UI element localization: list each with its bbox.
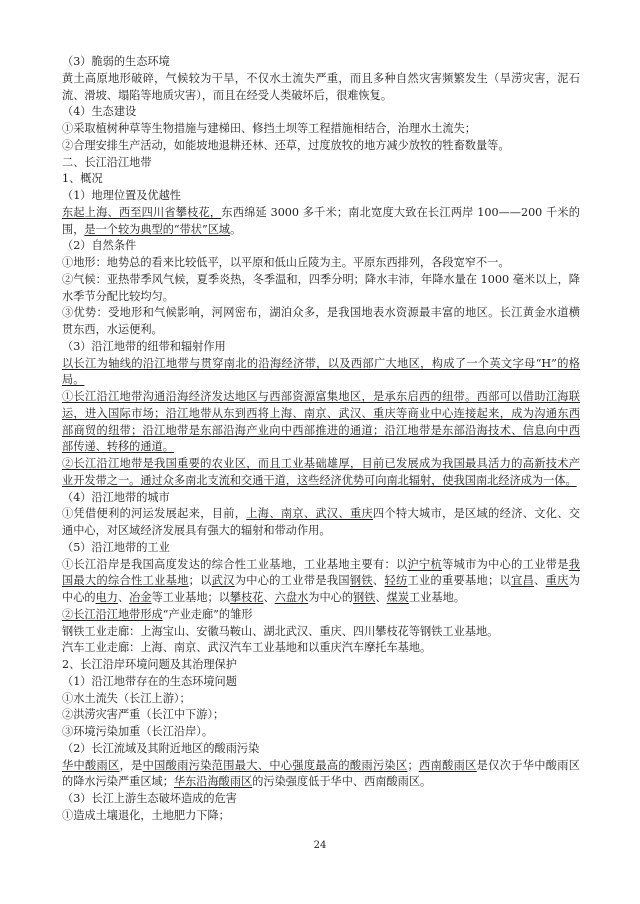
paragraph	[62, 624, 580, 641]
paragraph	[62, 456, 580, 490]
text-segment: （4）沿江地带的城市	[62, 490, 170, 504]
text-segment: 中心的	[62, 591, 96, 604]
text-segment: 贯东西，水运便利。	[62, 323, 163, 336]
text-segment: “产业走廊”的雏形	[162, 607, 253, 621]
text-line	[62, 389, 580, 406]
paragraph	[62, 657, 580, 674]
text-line	[62, 456, 580, 473]
text-segment: ①造成土壤退化，土地肥力下降；	[62, 808, 230, 822]
paragraph	[62, 356, 580, 390]
text-segment: （1）地理位置及优越性	[62, 189, 181, 202]
paragraph	[62, 188, 580, 205]
text-line	[62, 289, 580, 306]
text-segment: （2）长江流域及其附近地区的酸雨污染	[62, 741, 260, 755]
text-segment: ②气候：亚热带季风气候，夏季炎热，冬季温和，四季分明；降水丰沛，年降水量在 1000 毫米以上，降	[62, 272, 580, 286]
text-line	[62, 138, 580, 155]
text-line	[62, 121, 580, 138]
text-segment: 钢铁工业走廊：上海宝山、安徽马鞍山、湖北武汉、重庆、四川攀枝花等钢铁工业基地。	[62, 624, 499, 638]
text-segment: 的降水污染严重区域；	[62, 775, 174, 789]
text-line	[62, 155, 580, 172]
text-line	[62, 88, 580, 105]
underlined-text: 六盘水	[274, 591, 309, 604]
text-segment: 四个特大城市，是区域的经济、文化、交	[372, 507, 580, 521]
text-line	[62, 188, 580, 205]
paragraph	[62, 305, 580, 339]
text-line	[62, 640, 580, 657]
underlined-text: 部传递、转移的通道。	[62, 440, 174, 454]
paragraph	[62, 138, 580, 155]
paragraph	[62, 71, 580, 105]
text-segment: ①采取植树种草等生物措施与建梯田、修挡土坝等工程措施相结合，治理水土流失；	[62, 122, 476, 135]
paragraph	[62, 791, 580, 808]
underlined-text: 攀枝花	[229, 591, 264, 604]
paragraph	[62, 640, 580, 657]
text-segment: 东西绵延 3000 多千米；南北宽度大致在长江两岸 100——200 千米的	[221, 205, 580, 219]
text-line	[62, 322, 580, 339]
text-line	[62, 372, 580, 389]
text-line	[62, 104, 580, 121]
text-segment: ①水土流失（长江上游）；	[62, 691, 191, 705]
text-segment: 水季节分配比较均匀。	[62, 289, 174, 303]
underlined-text: 东起上海、西至四川省攀枝花，	[62, 205, 222, 219]
text-line	[62, 272, 580, 289]
underlined-text: 国最大的综合性工业基地	[62, 574, 189, 588]
text-line	[62, 473, 580, 490]
text-segment: 、	[534, 574, 546, 588]
text-segment: ③优势：受地形和气候影响，河网密布，湖泊众多，是我国地表水资源最丰富的地区。长江黄金水道横	[62, 306, 580, 320]
paragraph	[62, 557, 580, 607]
text-line	[62, 506, 580, 523]
text-segment: 、	[372, 574, 385, 588]
paragraph	[62, 155, 580, 172]
underlined-text: 部商贸的纽带；沿江地带是东部沿海产业向中西部推进的通道；沿江地带是东部沿海技术、信息向中西	[62, 423, 580, 437]
page-number: 24	[313, 840, 327, 851]
paragraph	[62, 490, 580, 507]
text-line	[62, 557, 580, 574]
text-segment: 等工业基地；以	[151, 591, 230, 604]
text-segment: 工业的重要基地；以	[407, 574, 512, 588]
paragraph	[62, 506, 580, 540]
text-line	[62, 356, 580, 373]
text-line	[62, 205, 580, 222]
text-line	[62, 222, 580, 239]
paragraph	[62, 758, 580, 792]
text-segment: 为	[568, 574, 580, 588]
paragraph	[62, 339, 580, 356]
text-line	[62, 255, 580, 272]
underlined-text: ②长江沿江地带是我国重要的农业区，而且工业基础雄厚，目前已发展成为我国最具活力的高新技术产	[62, 457, 580, 470]
text-line	[62, 523, 580, 540]
text-segment: （5）沿江地带的工业	[62, 540, 170, 554]
underlined-text: 是一个较为典型的“带状”区域	[84, 222, 231, 236]
text-line	[62, 305, 580, 322]
paragraph	[62, 205, 580, 239]
text-line	[62, 406, 580, 423]
underlined-text: 钢铁	[353, 591, 376, 604]
text-line	[62, 490, 580, 507]
underlined-text: 宜昌	[511, 574, 535, 588]
underlined-text: 上海、南京、武汉、重庆	[246, 507, 373, 521]
text-segment: 是仅次于华中酸雨区	[476, 758, 580, 772]
text-segment: ；以	[188, 574, 212, 588]
text-segment: 、	[117, 591, 130, 604]
text-line	[62, 607, 580, 624]
text-line	[62, 540, 580, 557]
text-segment: ①地形：地势总的看来比较低平，以平原和低山丘陵为主。平原东西排列，各段宽窄不一。	[62, 256, 510, 269]
underlined-text: 以长江为轴线的沿江地带与贯穿南北的沿海经济带，以及西部广大地区，构成了一个英文字母“H”的格	[62, 356, 580, 370]
paragraph	[62, 808, 580, 825]
paragraph	[62, 238, 580, 255]
text-line	[62, 423, 580, 440]
underlined-text: 武汉	[211, 574, 235, 588]
underlined-text: 西南酸雨区	[418, 758, 477, 772]
text-segment: 的污染强度低于华中、西南酸雨区。	[252, 775, 432, 789]
paragraph	[62, 674, 580, 691]
paragraph	[62, 691, 580, 708]
text-line	[62, 54, 580, 71]
text-line	[62, 573, 580, 590]
text-segment: ；	[407, 758, 419, 772]
text-segment: （3）脆弱的生态环境	[62, 55, 170, 68]
text-segment: 二、长江沿江地带	[62, 155, 152, 169]
text-segment: 黄土高原地形破碎，气候较为干旱，不仅水土流失严重，而且多种自然灾害频繁发生（旱涝灾害，泥石	[62, 71, 580, 85]
underlined-text: 运，进入国际市场；沿江地带从东到西将上海、南京、武汉、重庆等商业中心连接起来，成为沟通东西	[62, 406, 580, 420]
text-segment: （1）沿江地带存在的生态环境问题	[62, 674, 237, 688]
text-line	[62, 707, 580, 724]
text-segment: 工业基地。	[409, 591, 465, 604]
text-line	[62, 741, 580, 758]
text-segment: （3）沿江地带的纽带和辐射作用	[62, 339, 226, 353]
paragraph	[62, 607, 580, 624]
underlined-text: 重庆	[545, 574, 569, 588]
text-segment: 为中心的	[308, 591, 354, 604]
paragraph	[62, 54, 580, 71]
underlined-text: 华中酸雨区	[62, 758, 120, 772]
text-segment: ，是	[119, 758, 143, 772]
paragraph	[62, 171, 580, 188]
text-segment: 、	[263, 591, 275, 604]
underlined-text: ②长江沿江地带形成	[62, 607, 163, 621]
text-segment: 为中心的工业带是我国	[234, 574, 350, 588]
paragraph	[62, 741, 580, 758]
text-line	[62, 590, 580, 607]
underlined-text: 华东沿海酸雨区	[173, 775, 253, 789]
text-segment: ②洪涝灾害严重（长江中下游）；	[62, 708, 225, 722]
paragraph	[62, 389, 580, 456]
text-line	[62, 238, 580, 255]
underlined-text: 我	[568, 557, 580, 571]
underlined-text: 业开发带之一。通过众多南北支流和交通干道，这些经济优势可向南北辐射，使我国南北经济成为一体。	[62, 473, 577, 487]
text-line	[62, 674, 580, 691]
paragraph	[62, 540, 580, 557]
underlined-text: 中国酸雨污染范围最大、中心强度最高的酸雨污染区	[142, 758, 408, 772]
paragraph	[62, 707, 580, 724]
text-segment: ③环境污染加重（长江沿岸）。	[62, 725, 214, 738]
text-line	[62, 791, 580, 808]
text-line	[62, 808, 580, 825]
text-line	[62, 171, 580, 188]
underlined-text: 局。	[62, 373, 85, 387]
text-segment: 1、概况	[62, 172, 103, 186]
text-segment: ①凭借便利的河运发展起来，目前，	[62, 507, 247, 521]
text-line	[62, 774, 580, 791]
text-line	[62, 758, 580, 775]
text-segment: 。	[230, 222, 242, 236]
text-line	[62, 691, 580, 708]
text-line	[62, 339, 580, 356]
underlined-text: 电力	[95, 591, 118, 604]
underlined-text: ①长江沿江地带沟通沿海经济发达地区与西部资源富集地区，是承东启西的纽带。西部可以借助江海联	[62, 390, 580, 403]
text-segment: （4）生态建设	[62, 105, 137, 119]
text-segment: 等城市为中心的工业带是	[442, 557, 569, 571]
text-segment: 汽车工业走廊：上海、南京、武汉汽车工业基地和以重庆汽车摩托车基地。	[62, 641, 432, 655]
paragraph	[62, 272, 580, 306]
text-segment: 、	[375, 591, 387, 604]
underlined-text: 煤炭	[386, 591, 409, 604]
paragraph	[62, 724, 580, 741]
text-line	[62, 724, 580, 741]
text-segment: ②合理安排生产活动，如能坡地退耕还林、还草，过度放牧的地方减少放牧的牲畜数量等。	[62, 138, 510, 152]
text-segment: ①长江沿岸是我国高度发达的综合性工业基地，工业基地主要有：以	[62, 557, 408, 571]
paragraph	[62, 255, 580, 272]
paragraph	[62, 104, 580, 121]
text-segment: 围，	[62, 222, 85, 236]
document-body	[62, 54, 580, 825]
text-line	[62, 624, 580, 641]
underlined-text: 沪宁杭	[407, 557, 443, 571]
text-segment: 流、滑坡、塌陷等地质灾害），而且在经受人类破坏后，很难恢复。	[62, 88, 393, 102]
text-segment: 2、长江沿岸环境问题及其治理保护	[62, 658, 237, 671]
underlined-text: 钢铁	[349, 574, 373, 588]
text-line	[62, 71, 580, 88]
text-segment: （2）自然条件	[62, 239, 137, 253]
text-line	[62, 657, 580, 674]
underlined-text: 轻纺	[384, 574, 408, 588]
text-segment: （3）长江上游生态破坏造成的危害	[62, 792, 237, 805]
underlined-text: 冶金	[129, 591, 152, 604]
text-line	[62, 439, 580, 456]
paragraph	[62, 121, 580, 138]
text-segment: 通中心，对区域经济发展具有强大的辐射和带动作用。	[62, 524, 331, 537]
